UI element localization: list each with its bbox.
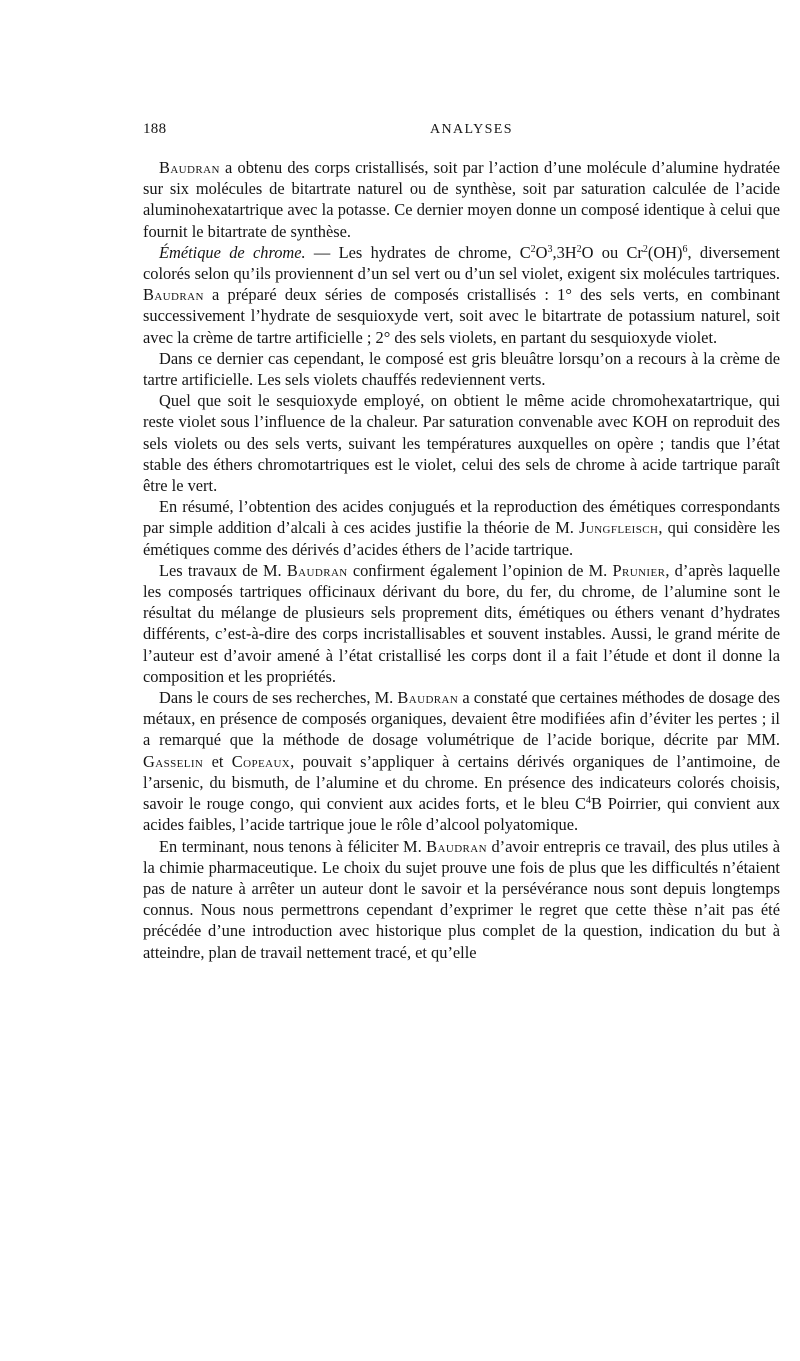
superscript: 4 bbox=[585, 795, 591, 807]
paragraph-text: O bbox=[535, 242, 548, 262]
paragraph-8 bbox=[143, 836, 780, 963]
paragraph-text: confirment également l’opinion de M. bbox=[347, 560, 613, 580]
paragraph-text: (OH) bbox=[647, 242, 683, 262]
author-name: Prunier bbox=[612, 560, 666, 580]
paragraph-text: et bbox=[203, 751, 232, 771]
paragraph-text: ,3H bbox=[552, 242, 577, 262]
author-name: Baudran bbox=[426, 836, 487, 856]
superscript: 2 bbox=[530, 243, 536, 255]
paragraph-5 bbox=[143, 496, 780, 560]
superscript: 6 bbox=[682, 243, 688, 255]
page-number: 188 bbox=[143, 121, 167, 137]
paragraph-text: Dans ce dernier cas cependant, le composé est gris bleuâtre lorsqu’on a recours à la crème de tartre artificielle. Les sels violets chauffés redeviennent verts. bbox=[143, 348, 780, 390]
paragraph-text: En terminant, nous tenons à féliciter M. bbox=[159, 836, 427, 856]
paragraph-text: — Les hydrates de chrome, C bbox=[305, 242, 531, 262]
paragraph-1 bbox=[143, 157, 780, 242]
paragraph-text: a obtenu des corps cristallisés, soit par l’action d’une molécule d’alumine hydratée sur six molécules de bitartrate naturel ou de synthèse, soit par saturation calculée de l’acide aluminohexatartrique avec la potasse. Ce dernier moyen donne un composé identique à celui que fournit le bitartrate de synthèse. bbox=[143, 158, 780, 241]
paragraph-7 bbox=[143, 687, 780, 835]
author-name: Jungfleisch bbox=[579, 518, 659, 538]
paragraph-text: B Poirrier, qui convient aux acides faibles, l’acide tartrique joue le rôle d’alcool polyatomique. bbox=[143, 794, 780, 835]
paragraph-text: d’avoir entrepris ce travail, des plus utiles à la chimie pharmaceutique. Le choix du sujet prouve une fois de plus que les difficultés n’étaient pas de nature à arrêter un auteur dont le savoir et la persévérance nous sont depuis longtemps connus. Nous nous permettrons cependant d’exprimer le regret que cette thèse n’ait pas été précédée d’une introduction avec historique plus complet de la question, indication du but à atteindre, plan de travail nettement tracé, et qu’elle bbox=[143, 836, 780, 962]
paragraph-text: , pouvait s’appliquer à certains dérivés organiques de l’antimoine, de l’arsenic, du bismuth, de l’alumine et du chrome. En présence des indicateurs colorés choisis, savoir le rouge congo, qui convient aux acides forts, et le bleu C bbox=[143, 751, 780, 814]
author-name: Baudran bbox=[286, 560, 348, 580]
paragraph-text: En résumé, l’obtention des acides conjugués et la reproduction des émétiques correspondants par simple addition d’alcali à ces acides justifie la théorie de M. bbox=[143, 497, 780, 538]
superscript: 2 bbox=[576, 243, 582, 255]
section-title: Émétique de chrome. bbox=[159, 242, 306, 262]
paragraph-text: a préparé deux séries de composés cristallisés : 1° des sels verts, en combinant successivement l’hydrate de sesquioxyde vert, soit avec le bitartrate de potassium naturel, soit avec la crème de tartre artificielle ; 2° des sels violets, en partant du sesquioxyde violet. bbox=[143, 285, 780, 347]
paragraph-4 bbox=[143, 390, 780, 496]
page-header bbox=[143, 121, 780, 143]
paragraph-3 bbox=[143, 348, 780, 390]
paragraph-text: , diversement colorés selon qu’ils proviennent d’un sel vert ou d’un sel violet, exigent six molécules tartriques. bbox=[143, 242, 780, 284]
author-name: Baudran bbox=[397, 688, 459, 708]
body-text bbox=[143, 157, 780, 963]
paragraph-text: a constaté que certaines méthodes de dosage des métaux, en présence de composés organiques, devaient être modifiées afin d’éviter les pertes ; il a remarqué que la méthode de dosage volumétrique de l’acide borique, décrite par MM. bbox=[143, 688, 780, 750]
superscript: 2 bbox=[642, 243, 648, 255]
paragraph-text: Dans le cours de ses recherches, M. bbox=[159, 688, 398, 708]
author-name: Baudran bbox=[143, 285, 204, 305]
paragraph-text: , qui considère les émétiques comme des dérivés d’acides éthers de l’acide tartrique. bbox=[143, 518, 780, 559]
paragraph-text: Les travaux de M. bbox=[159, 560, 287, 580]
superscript: 3 bbox=[547, 243, 553, 255]
paragraph-text: O ou Cr bbox=[581, 242, 643, 262]
paragraph-text: , d’après laquelle les composés tartriques officinaux dérivant du bore, du fer, du chrome, de l’alumine sont le résultat du mélange de plusieurs sels proprement dits, émétiques ou éthers venant d’hydrates différents, c’est-à-dire des corps incristallisables et souvent instables. Aussi, le grand mérite de l’auteur est d’avoir amené à l’état cristallisé les corps dont il a fait l’étude et dont il donne la composition et les propriétés. bbox=[143, 560, 780, 686]
running-head: ANALYSES bbox=[430, 122, 513, 137]
paragraph-6 bbox=[143, 560, 780, 687]
author-name: Gasselin bbox=[143, 751, 204, 771]
paragraph-text: Quel que soit le sesquioxyde employé, on obtient le même acide chromohexatartrique, qui reste violet sous l’influence de la chaleur. Par saturation convenable avec KOH on reproduit des sels violets ou des sels verts, suivant les températures auxquelles on opère ; tandis que l’état stable des éthers chromotartriques est le violet, celui des sels de chrome à acide tartrique paraît être le vert. bbox=[143, 391, 780, 496]
author-name: Baudran bbox=[159, 158, 220, 177]
paragraph-2 bbox=[143, 242, 780, 348]
author-name: Copeaux bbox=[231, 751, 291, 771]
